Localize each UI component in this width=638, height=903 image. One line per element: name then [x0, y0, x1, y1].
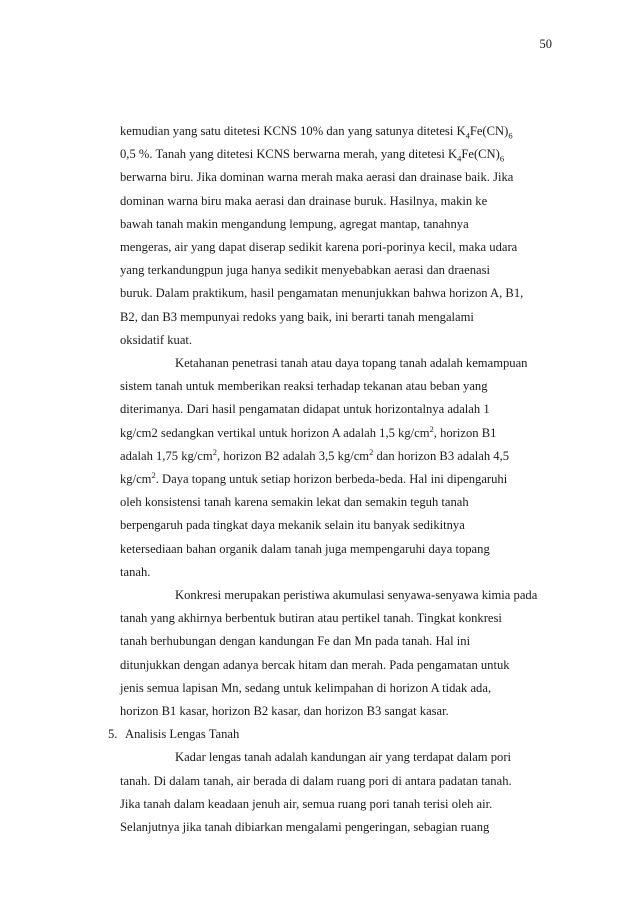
text-line: horizon B1 kasar, horizon B2 kasar, dan horizon B3 sangat kasar.: [120, 704, 449, 719]
text-line: mengeras, air yang dapat diserap sedikit karena pori-porinya kecil, maka udara: [120, 240, 518, 255]
text-line: buruk. Dalam praktikum, hasil pengamatan menunjukkan bahwa horizon A, B1,: [120, 286, 524, 301]
text-line: yang terkandungpun juga hanya sedikit menyebabkan aerasi dan draenasi: [120, 263, 490, 278]
paragraph-lengas-tanah: [120, 746, 552, 839]
text-line: bawah tanah makin mengandung lempung, agregat mantap, tanahnya: [120, 216, 469, 231]
text-line: ketersediaan bahan organik dalam tanah juga mempengaruhi daya topang: [120, 541, 490, 556]
document-body: [108, 120, 552, 839]
paragraph-konkresi: [120, 584, 552, 723]
text-line: Selanjutnya jika tanah dibiarkan mengalami pengeringan, sebagian ruang: [120, 820, 490, 835]
text-line: sistem tanah untuk memberikan reaksi terhadap tekanan atau beban yang: [120, 379, 488, 394]
text-line: kg/cm2 sedangkan vertikal untuk horizon A adalah 1,5 $kg/cm^2$, horizon B1: [120, 423, 497, 440]
section-heading: [108, 723, 552, 746]
text-line: B2, dan B3 mempunyai redoks yang baik, ini berarti tanah mengalami: [120, 309, 474, 324]
text-line: oksidatif kuat.: [120, 332, 193, 347]
text-line: Kadar lengas tanah adalah kandungan air yang terdapat dalam pori: [175, 750, 512, 765]
text-line: tanah. Di dalam tanah, air berada di dalam ruang pori di antara padatan tanah.: [120, 773, 512, 788]
text-line: berpengaruh pada tingkat daya mekanik selain itu banyak sedikitnya: [120, 518, 465, 533]
paragraph-ketahanan-penetrasi: [120, 352, 552, 584]
text-line: kemudian yang satu ditetesi KCNS 10% dan yang satunya ditetesi $K_4Fe(CN)_6$: [120, 124, 513, 141]
text-line: diterimanya. Dari hasil pengamatan didapat untuk horizontalnya adalah 1: [120, 402, 490, 417]
text-line: jenis semua lapisan Mn, sedang untuk kelimpahan di horizon A tidak ada,: [120, 680, 492, 695]
text-line: berwarna biru. Jika dominan warna merah maka aerasi dan drainase baik. Jika: [120, 170, 514, 185]
text-line: 0,5 %. Tanah yang ditetesi KCNS berwarna merah, yang ditetesi $K_4Fe(CN)_6$: [120, 147, 505, 164]
text-line: tanah yang akhirnya berbentuk butiran atau pertikel tanah. Tingkat konkresi: [120, 611, 502, 626]
text-line: dominan warna biru maka aerasi dan drainase buruk. Hasilnya, makin ke: [120, 193, 488, 208]
text-line: adalah 1,75 $kg/cm^2$, horizon B2 adalah 3,5 $kg/cm^2$ dan horizon B3 adalah 4,5: [120, 446, 510, 463]
page-number: 50: [539, 37, 552, 51]
section-number: 5.: [108, 727, 118, 742]
text-line: oleh konsistensi tanah karena semakin lekat dan semakin teguh tanah: [120, 495, 469, 510]
text-line: Jika tanah dalam keadaan jenuh air, semua ruang pori tanah terisi oleh air.: [120, 796, 493, 811]
text-line: ditunjukkan dengan adanya bercak hitam dan merah. Pada pengamatan untuk: [120, 657, 510, 672]
text-line: Konkresi merupakan peristiwa akumulasi senyawa-senyawa kimia pada: [175, 588, 538, 603]
section-title: Analisis Lengas Tanah: [125, 727, 240, 742]
text-line: $kg/cm^2$. Daya topang untuk setiap horizon berbeda-beda. Hal ini dipengaruhi: [120, 469, 508, 487]
paragraph-redoks: [120, 120, 552, 352]
text-line: Ketahanan penetrasi tanah atau daya topang tanah adalah kemampuan: [175, 356, 528, 371]
text-line: tanah berhubungan dengan kandungan Fe dan Mn pada tanah. Hal ini: [120, 634, 471, 649]
text-line: tanah.: [120, 564, 151, 579]
